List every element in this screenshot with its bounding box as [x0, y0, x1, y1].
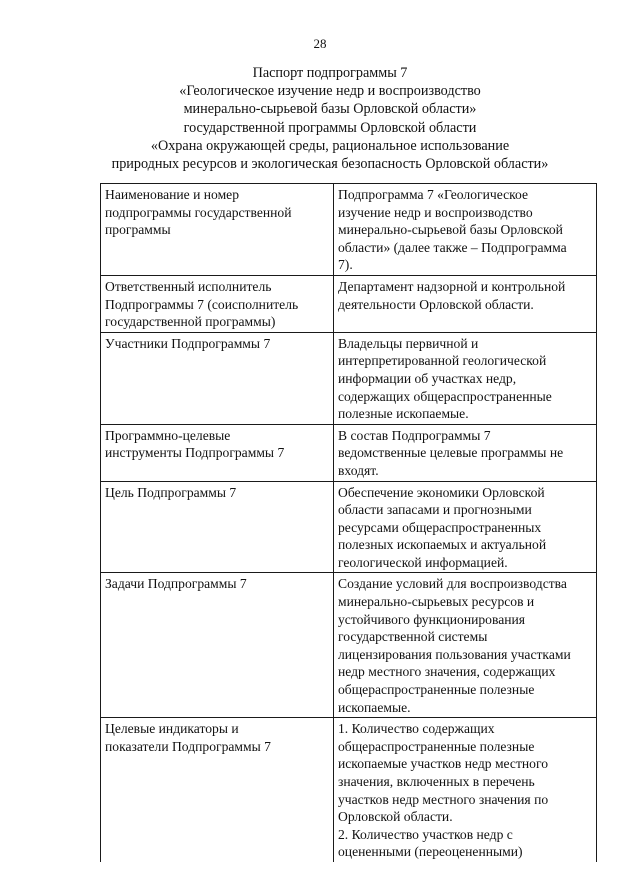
row-value-line: общераспространенные полезные — [338, 738, 535, 754]
table-row — [101, 573, 597, 718]
row-value-line: оцененными (переоцененными) — [338, 844, 523, 860]
row-value-line: ресурсами общераспространенных — [338, 519, 542, 535]
table-row — [101, 184, 597, 276]
row-value-line: полезных ископаемых и актуальной — [338, 537, 547, 553]
row-label-cell — [101, 718, 334, 862]
row-value-line: Подпрограмма 7 «Геологическое — [338, 187, 529, 202]
title-line: государственной программы Орловской области — [183, 119, 477, 136]
row-value-cell — [334, 718, 597, 862]
row-value-cell — [334, 275, 597, 332]
row-value-line: недр местного значения, содержащих — [338, 664, 556, 680]
page-number: 28 — [313, 36, 327, 51]
row-label-line: Участники Подпрограммы 7 — [105, 335, 271, 351]
row-value-cell — [334, 573, 597, 718]
row-value-cell — [334, 332, 597, 424]
table-row — [101, 718, 597, 862]
title-line: Паспорт подпрограммы 7 — [252, 65, 408, 81]
row-value-line: значения, включенных в перечень — [338, 774, 535, 789]
row-label-line: Задачи Подпрограммы 7 — [105, 576, 247, 592]
row-value-line: информации об участках недр, — [338, 370, 517, 386]
row-label-cell — [101, 184, 334, 276]
row-value-line: геологической информацией. — [338, 554, 508, 570]
row-label-line: показатели Подпрограммы 7 — [105, 738, 271, 754]
passport-title — [60, 64, 600, 173]
row-value-line: области запасами и прогнозными — [338, 502, 532, 518]
table-row — [101, 424, 597, 481]
row-value-line: Создание условий для воспроизводства — [338, 576, 567, 592]
title-line: «Охрана окружающей среды, рациональное использование — [150, 137, 510, 154]
passport-table-body — [101, 184, 597, 862]
row-value-line: Департамент надзорной и контрольной — [338, 278, 566, 294]
row-label-cell — [101, 275, 334, 332]
row-label-cell — [101, 332, 334, 424]
row-value-line: участков недр местного значения по — [338, 791, 549, 807]
row-label-line: государственной программы) — [105, 314, 276, 330]
row-label-line: Целевые индикаторы и — [105, 721, 239, 737]
row-value-line: ископаемые. — [338, 699, 411, 715]
row-value-line: содержащих общераспространенные — [338, 388, 552, 404]
row-value-line: ископаемые участков недр местного — [338, 756, 548, 772]
row-label-cell — [101, 481, 334, 573]
row-label-line: инструменты Подпрограммы 7 — [105, 445, 285, 461]
row-value-line: общераспространенные полезные — [338, 682, 535, 698]
row-label-line: Программно-целевые — [105, 427, 231, 443]
row-label-line: программы — [105, 222, 171, 238]
row-value-line: области» (далее также – Подпрограмма — [338, 239, 567, 255]
row-label-line: подпрограммы государственной — [105, 204, 292, 220]
row-label-cell — [101, 573, 334, 718]
row-value-line: 7). — [338, 257, 353, 273]
row-label-cell — [101, 424, 334, 481]
row-value-cell — [334, 424, 597, 481]
table-row — [101, 275, 597, 332]
row-value-line: деятельности Орловской области. — [338, 296, 534, 312]
row-value-line: изучение недр и воспроизводство — [338, 204, 533, 220]
title-line: природных ресурсов и экологическая безопасность Орловской области» — [111, 156, 549, 173]
table-row — [101, 481, 597, 573]
title-line: минерально-сырьевой базы Орловской области» — [183, 101, 477, 118]
row-value-line: Орловской области. — [338, 809, 453, 825]
row-value-line: лицензирования пользования участками — [338, 646, 571, 662]
title-line: «Геологическое изучение недр и воспроизводство — [179, 83, 481, 100]
row-value-line: В состав Подпрограммы 7 — [338, 427, 491, 443]
row-value-line: ведомственные целевые программы не — [338, 445, 564, 461]
row-value-line: Обеспечение экономики Орловской — [338, 484, 545, 500]
row-value-line: минерально-сырьевых ресурсов и — [338, 594, 535, 610]
table-row — [101, 332, 597, 424]
row-value-line: 2. Количество участков недр с — [338, 826, 513, 842]
row-value-line: 1. Количество содержащих — [338, 721, 495, 737]
row-value-line: полезные ископаемые. — [338, 406, 469, 422]
row-value-cell — [334, 184, 597, 276]
row-value-cell — [334, 481, 597, 573]
row-value-line: государственной системы — [338, 629, 488, 645]
row-label-line: Наименование и номер — [105, 187, 240, 202]
row-label-line: Ответственный исполнитель — [105, 278, 272, 294]
row-value-line: Владельцы первичной и — [338, 335, 479, 351]
row-label-line: Подпрограммы 7 (соисполнитель — [105, 296, 299, 312]
row-value-line: интерпретированной геологической — [338, 353, 547, 369]
row-label-line: Цель Подпрограммы 7 — [105, 484, 237, 500]
passport-table — [100, 183, 597, 862]
row-value-line: входят. — [338, 462, 379, 478]
row-value-line: минерально-сырьевой базы Орловской — [338, 222, 563, 238]
row-value-line: устойчивого функционирования — [338, 611, 526, 627]
